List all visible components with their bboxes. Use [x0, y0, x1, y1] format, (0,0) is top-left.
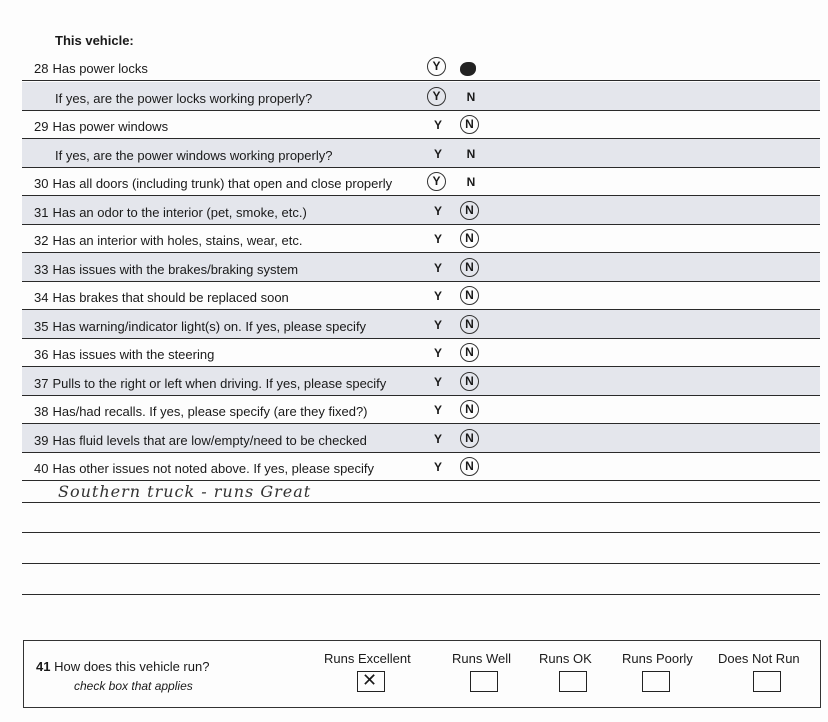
- question-text: [34, 176, 392, 191]
- question-number: 32: [34, 233, 49, 248]
- question-text: [34, 119, 168, 134]
- question-text: [34, 376, 386, 391]
- question-label: Has warning/indicator light(s) on. If yes, please specify: [52, 319, 367, 334]
- run-option-label: Runs Poorly: [622, 651, 693, 666]
- no-option[interactable]: N: [460, 429, 479, 448]
- run-option-checkbox[interactable]: [753, 671, 781, 692]
- question-label: Has fluid levels that are low/empty/need to be checked: [52, 433, 367, 448]
- question-label: Has an odor to the interior (pet, smoke, etc.): [52, 205, 307, 220]
- question-number: 38: [34, 404, 49, 419]
- question-row: [22, 395, 820, 424]
- question-row: [22, 110, 820, 139]
- run-option-label: Does Not Run: [718, 651, 800, 666]
- question-label: Has power windows: [52, 119, 169, 134]
- yes-option[interactable]: Y: [427, 87, 446, 106]
- question-number: 39: [34, 433, 49, 448]
- question-number: 28: [34, 61, 49, 76]
- yes-option[interactable]: Y: [427, 57, 446, 76]
- question-text: [34, 433, 367, 448]
- yes-option[interactable]: Y: [433, 261, 442, 275]
- yes-option[interactable]: Y: [433, 232, 442, 246]
- no-option[interactable]: N: [460, 258, 479, 277]
- question-number: 34: [34, 290, 49, 305]
- yes-option[interactable]: Y: [433, 403, 442, 417]
- run-option-checkbox[interactable]: [470, 671, 498, 692]
- question-text: [34, 233, 302, 248]
- no-option[interactable]: N: [460, 201, 479, 220]
- question-number: 29: [34, 119, 49, 134]
- yes-option[interactable]: Y: [433, 289, 442, 303]
- yes-option[interactable]: Y: [433, 318, 442, 332]
- question-label: Has issues with the brakes/braking system: [52, 262, 299, 277]
- question-label: Has all doors (including trunk) that open and close properly: [52, 176, 393, 191]
- yes-option[interactable]: Y: [433, 460, 442, 474]
- question-number: 33: [34, 262, 49, 277]
- question-label: Has an interior with holes, stains, wear, etc.: [52, 233, 303, 248]
- question-text: How does this vehicle run?: [54, 659, 210, 674]
- yes-option[interactable]: Y: [433, 346, 442, 360]
- run-option-checkbox[interactable]: [642, 671, 670, 692]
- question-label: Has issues with the steering: [52, 347, 215, 362]
- run-option-label: Runs OK: [539, 651, 592, 666]
- question-row: [22, 310, 820, 339]
- question-label: Pulls to the right or left when driving. If yes, please specify: [52, 376, 387, 391]
- run-question-box: [23, 640, 821, 708]
- question-text: [34, 61, 148, 76]
- question-number: 40: [34, 461, 49, 476]
- question-text: [34, 404, 368, 419]
- yes-option[interactable]: Y: [433, 118, 442, 132]
- question-label: If yes, are the power locks working properly?: [55, 91, 313, 106]
- question-text: [55, 91, 312, 106]
- question-row: [22, 452, 820, 481]
- no-option[interactable]: N: [460, 343, 479, 362]
- answer-line: [22, 594, 820, 595]
- question-row: [22, 52, 820, 81]
- question-row: [22, 367, 820, 396]
- question-label: If yes, are the power windows working properly?: [55, 148, 333, 163]
- section-title: This vehicle:: [55, 33, 134, 48]
- question-number: 37: [34, 376, 49, 391]
- no-option[interactable]: N: [466, 175, 476, 189]
- run-question: [36, 659, 209, 674]
- yes-option[interactable]: Y: [433, 204, 442, 218]
- question-row: [22, 338, 820, 367]
- question-number: 41: [36, 659, 51, 674]
- question-text: [34, 290, 289, 305]
- question-row: [22, 196, 820, 225]
- no-option[interactable]: N: [460, 457, 479, 476]
- no-option[interactable]: N: [460, 286, 479, 305]
- run-option-checkbox[interactable]: [559, 671, 587, 692]
- yes-option[interactable]: Y: [427, 172, 446, 191]
- run-option-label: Runs Excellent: [324, 651, 411, 666]
- question-number: 35: [34, 319, 49, 334]
- question-text: [34, 461, 374, 476]
- question-text: [34, 205, 307, 220]
- question-label: Has brakes that should be replaced soon: [52, 290, 289, 305]
- yes-option[interactable]: Y: [433, 432, 442, 446]
- question-text: [34, 319, 366, 334]
- question-label: Has/had recalls. If yes, please specify (are they fixed?): [52, 404, 368, 419]
- answer-line: [22, 532, 820, 533]
- no-option[interactable]: N: [460, 372, 479, 391]
- run-option-label: Runs Well: [452, 651, 512, 666]
- question-number: 31: [34, 205, 49, 220]
- question-row: [22, 224, 820, 253]
- question-row: [22, 253, 820, 282]
- question-row: [22, 424, 820, 453]
- question-text: [55, 148, 332, 163]
- question-text: [34, 262, 298, 277]
- question-label: Has power locks: [52, 61, 148, 76]
- question-label: Has other issues not noted above. If yes, please specify: [52, 461, 375, 476]
- question-row: [22, 281, 820, 310]
- no-option[interactable]: N: [460, 315, 479, 334]
- yes-option[interactable]: Y: [433, 375, 442, 389]
- question-row: [22, 139, 820, 168]
- run-question-hint: check box that applies: [74, 679, 193, 693]
- check-mark-icon: ✕: [362, 670, 378, 690]
- handwritten-note: Southern truck - runs Great: [58, 482, 312, 501]
- no-option[interactable]: N: [460, 62, 476, 76]
- answer-line: [22, 563, 820, 564]
- question-number: 30: [34, 176, 49, 191]
- no-option[interactable]: N: [460, 400, 479, 419]
- no-option[interactable]: N: [460, 229, 479, 248]
- no-option[interactable]: N: [466, 147, 476, 161]
- question-row: [22, 82, 820, 111]
- no-option[interactable]: N: [466, 90, 476, 104]
- question-text: [34, 347, 214, 362]
- run-option-checkbox[interactable]: [357, 671, 385, 692]
- question-number: 36: [34, 347, 49, 362]
- yes-option[interactable]: Y: [433, 147, 442, 161]
- no-option[interactable]: N: [460, 115, 479, 134]
- answer-line: [22, 502, 820, 503]
- question-row: [22, 167, 820, 196]
